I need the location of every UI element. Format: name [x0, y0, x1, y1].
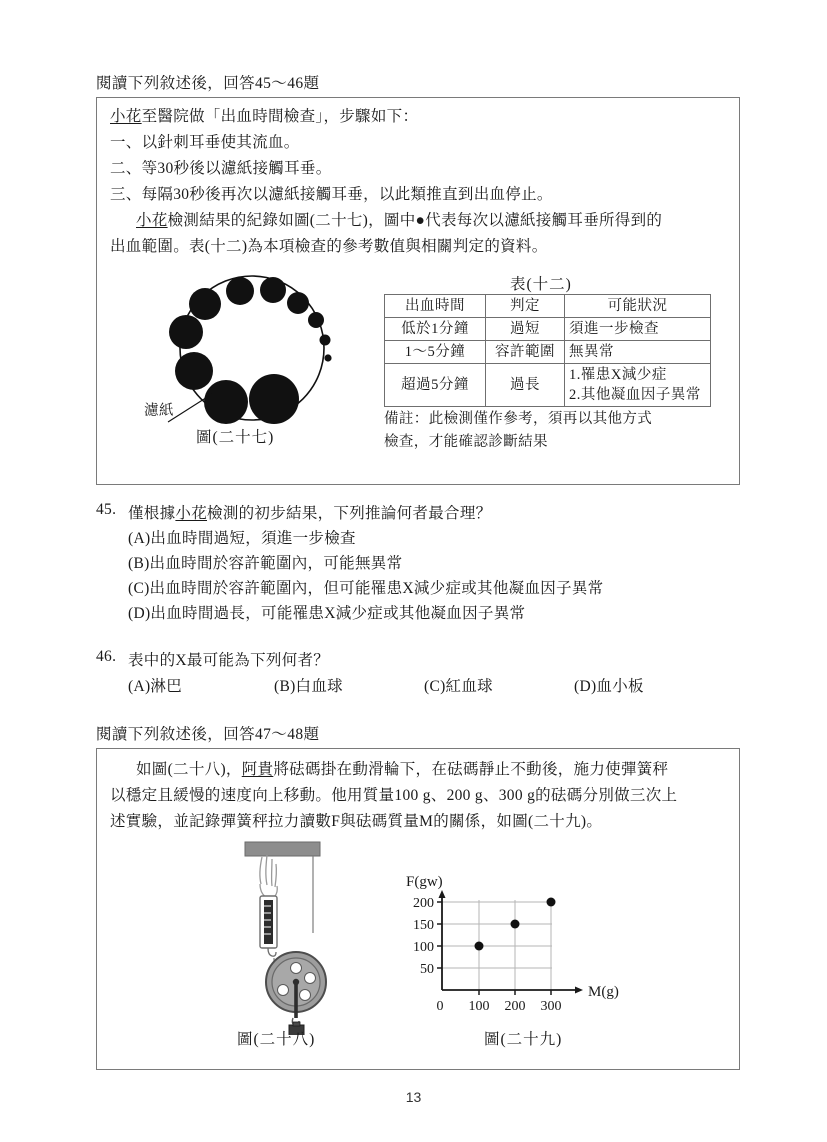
table-row: [385, 364, 711, 407]
passage-line-1-rest: 至醫院做「出血時間檢查」，步驟如下：: [141, 108, 419, 125]
cell-condition-1: 須進一步檢查: [565, 318, 711, 341]
cell-condition-3: [565, 364, 711, 407]
chart-ytick-150: 150: [413, 918, 434, 933]
question-46-option-b[interactable]: (B)白血球: [274, 678, 343, 695]
table-12: [384, 294, 711, 407]
passage-line-5-rest: 檢測結果的紀錄如圖(二十七)，圖中●代表每次以濾紙接觸耳垂所得到的: [167, 212, 663, 229]
passage2-line-1-c: 將砝碼掛在動滑輪下，在砝碼靜止不動後，施力使彈簧秤: [273, 761, 669, 778]
chart-xtick-200: 200: [504, 999, 526, 1014]
question-46-number: 46.: [96, 648, 117, 665]
table-row: [385, 318, 711, 341]
chart-y-arrow: [439, 890, 446, 898]
passage2-line-2: 以穩定且緩慢的速度向上移動。他用質量100 g、200 g、300 g的砝碼分別做三次上: [110, 787, 678, 804]
filter-paper-label: 濾紙: [144, 403, 174, 419]
question-45-option-a[interactable]: (A)出血時間過短，須進一步檢查: [128, 530, 356, 547]
figure-27: [150, 272, 360, 432]
blood-spot-7: [260, 277, 286, 303]
question-46-option-d[interactable]: (D)血小板: [574, 678, 644, 695]
pulley-apparatus-diagram: [210, 840, 385, 1035]
blood-spot-5: [189, 288, 221, 320]
question-45-option-b[interactable]: (B)出血時間於容許範圍內，可能無異常: [128, 555, 403, 572]
chart-ytick-50: 50: [420, 962, 434, 977]
cell-time-1: 低於1分鐘: [385, 318, 486, 341]
blood-spot-3: [175, 352, 213, 390]
chart-xtick-100: 100: [468, 999, 490, 1014]
table-12-note-line-2: 檢查，才能確認診斷結果: [384, 434, 548, 450]
blood-spot-1: [249, 374, 299, 424]
passage-line-4: 三、每隔30秒後再次以濾紙接觸耳垂，以此類推直到出血停止。: [110, 186, 553, 203]
person-name-xiaohua: 小花: [110, 108, 142, 125]
figure-27-caption: 圖(二十七): [196, 429, 275, 446]
chart-point-1: [475, 942, 484, 951]
ceiling-support-bar: [245, 842, 320, 856]
figure-29: [402, 872, 642, 1022]
chart-axes: [442, 894, 578, 990]
blood-spot-11: [324, 354, 331, 361]
blood-spot-2: [204, 380, 248, 424]
table-header-condition: 可能狀況: [565, 295, 711, 318]
chart-x-arrow: [575, 987, 583, 994]
table-row-header: [385, 295, 711, 318]
table-12-note-line-1: 備註：此檢測僅作參考，須再以其他方式: [384, 411, 653, 427]
passage-line-1: [110, 104, 418, 129]
cell-condition-2: 無異常: [565, 341, 711, 364]
spring-scale-window: [264, 900, 273, 944]
chart-y-tick-labels: [413, 896, 434, 977]
chart-ytick-200: 200: [413, 896, 434, 911]
blood-spot-4: [169, 315, 203, 349]
blood-spot-6: [226, 277, 254, 305]
chart-gridlines-horizontal: [442, 902, 552, 968]
cell-judgement-1: 過短: [486, 318, 565, 341]
passage-line-6: 出血範圍。表(十二)為本項檢查的參考數值與相關判定的資料。: [110, 238, 548, 255]
chart-ytick-100: 100: [413, 940, 434, 955]
blood-spot-group: [169, 277, 332, 424]
passage-line-3: 二、等30秒後以濾紙接觸耳垂。: [110, 160, 332, 177]
spring-scale-hook: [268, 948, 276, 956]
figure-28: [210, 840, 385, 1035]
question-45-stem-a: 僅根據: [128, 505, 176, 522]
cell-condition-3-line-1: 1.罹患X減少症: [569, 367, 667, 383]
chart-gridlines-vertical: [479, 900, 551, 990]
chart-xtick-300: 300: [540, 999, 562, 1014]
table-12-caption: 表(十二): [510, 276, 572, 293]
question-46-option-a[interactable]: (A)淋巴: [128, 678, 183, 695]
person-name-agui: 阿貴: [241, 761, 274, 778]
chart-point-3: [547, 898, 556, 907]
person-name-xiaohua-3: 小花: [175, 505, 208, 522]
cell-condition-3-line-2: 2.其他凝血因子異常: [569, 387, 701, 403]
cell-time-3: 超過5分鐘: [385, 364, 486, 407]
table-row: [385, 341, 711, 364]
question-45-option-c[interactable]: (C)出血時間於容許範圍內，但可能罹患X減少症或其他凝血因子異常: [128, 580, 604, 597]
question-45-option-d[interactable]: (D)出血時間過長，可能罹患X減少症或其他凝血因子異常: [128, 605, 526, 622]
passage2-line-1: [110, 757, 668, 782]
f-vs-m-scatter-chart: [402, 872, 642, 1022]
person-name-xiaohua-2: 小花: [136, 212, 168, 229]
chart-point-2: [511, 920, 520, 929]
reading-instruction-45-46: 閱讀下列敘述後，回答45～46題: [96, 75, 320, 92]
passage2-line-1-a: 如圖(二十八)，: [136, 761, 242, 778]
passage2-line-3: 述實驗，並記錄彈簧秤拉力讀數F與砝碼質量M的關係，如圖(二十九)。: [110, 813, 603, 830]
cell-time-2: 1～5分鐘: [385, 341, 486, 364]
hand-icon: [260, 855, 277, 898]
question-46-option-c[interactable]: (C)紅血球: [424, 678, 493, 695]
cell-judgement-3: 過長: [486, 364, 565, 407]
chart-ylabel: F(gw): [406, 874, 443, 890]
filter-paper-diagram: [150, 272, 360, 432]
page-number: 13: [405, 1089, 422, 1105]
reading-instruction-47-48: 閱讀下列敘述後，回答47～48題: [96, 726, 320, 743]
chart-x-tick-labels: [437, 999, 562, 1014]
table-header-judgement: 判定: [486, 295, 565, 318]
question-45-stem-c: 檢測的初步結果，下列推論何者最合理？: [207, 505, 492, 522]
passage-line-5: [110, 208, 662, 233]
figure-28-caption: 圖(二十八): [237, 1031, 316, 1048]
question-45-number: 45.: [96, 501, 117, 518]
blood-spot-8: [287, 292, 309, 314]
figure-29-caption: 圖(二十九): [484, 1031, 563, 1048]
passage-line-2: 一、以針刺耳垂使其流血。: [110, 134, 300, 151]
blood-spot-9: [308, 312, 324, 328]
cell-judgement-2: 容許範圍: [486, 341, 565, 364]
blood-spot-10: [320, 335, 331, 346]
chart-xlabel: M(g): [588, 984, 619, 1000]
question-46-stem: 表中的X最可能為下列何者？: [128, 652, 330, 669]
chart-xtick-0: 0: [436, 999, 444, 1014]
question-45-stem: [128, 501, 491, 523]
table-header-time: 出血時間: [385, 295, 486, 318]
